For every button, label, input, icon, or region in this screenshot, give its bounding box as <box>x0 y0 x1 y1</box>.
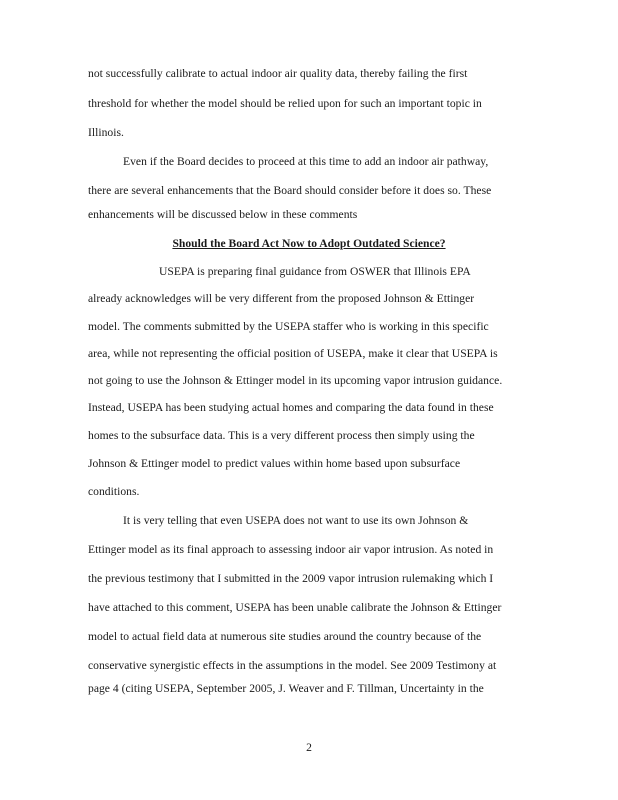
paragraph-1-line-2: threshold for whether the model should be relied upon for such an important topic in <box>88 97 482 110</box>
paragraph-2-line-1: Even if the Board decides to proceed at this time to add an indoor air pathway, <box>123 155 489 168</box>
section-heading: Should the Board Act Now to Adopt Outdated Science? <box>172 237 446 250</box>
paragraph-3-line-2: already acknowledges will be very different from the proposed Johnson & Ettinger <box>88 292 475 305</box>
paragraph-3-line-4: area, while not representing the official position of USEPA, make it clear that USEPA is <box>88 347 498 360</box>
paragraph-2-line-2: there are several enhancements that the Board should consider before it does so. These <box>88 184 492 197</box>
paragraph-2-line-3: enhancements will be discussed below in these comments <box>88 208 358 221</box>
page-number: 2 <box>306 741 312 754</box>
paragraph-3-line-3: model. The comments submitted by the USEPA staffer who is working in this specific <box>88 320 489 333</box>
paragraph-4-line-6: conservative synergistic effects in the assumptions in the model. See 2009 Testimony at <box>88 659 497 672</box>
paragraph-4-line-3: the previous testimony that I submitted in the 2009 vapor intrusion rulemaking which I <box>88 572 494 585</box>
paragraph-1-line-1: not successfully calibrate to actual indoor air quality data, thereby failing the first <box>88 67 468 80</box>
paragraph-4-line-1: It is very telling that even USEPA does not want to use its own Johnson & <box>123 514 469 527</box>
paragraph-3-line-6: Instead, USEPA has been studying actual homes and comparing the data found in these <box>88 401 494 414</box>
paragraph-3-line-7: homes to the subsurface data. This is a very different process then simply using the <box>88 429 475 442</box>
paragraph-4-line-7: page 4 (citing USEPA, September 2005, J. Weaver and F. Tillman, Uncertainty in the <box>88 682 484 695</box>
paragraph-1-line-3: Illinois. <box>88 126 124 139</box>
paragraph-4-line-4: have attached to this comment, USEPA has been unable calibrate the Johnson & Ettinger <box>88 601 502 614</box>
paragraph-4-line-2: Ettinger model as its final approach to assessing indoor air vapor intrusion. As noted in <box>88 543 494 556</box>
paragraph-3-line-5: not going to use the Johnson & Ettinger model in its upcoming vapor intrusion guidance. <box>88 374 503 387</box>
paragraph-3-line-9: conditions. <box>88 485 140 498</box>
paragraph-3-line-1: USEPA is preparing final guidance from OSWER that Illinois EPA <box>159 265 471 278</box>
paragraph-4-line-5: model to actual field data at numerous site studies around the country because of the <box>88 630 482 643</box>
paragraph-3-line-8: Johnson & Ettinger model to predict values within home based upon subsurface <box>88 457 461 470</box>
